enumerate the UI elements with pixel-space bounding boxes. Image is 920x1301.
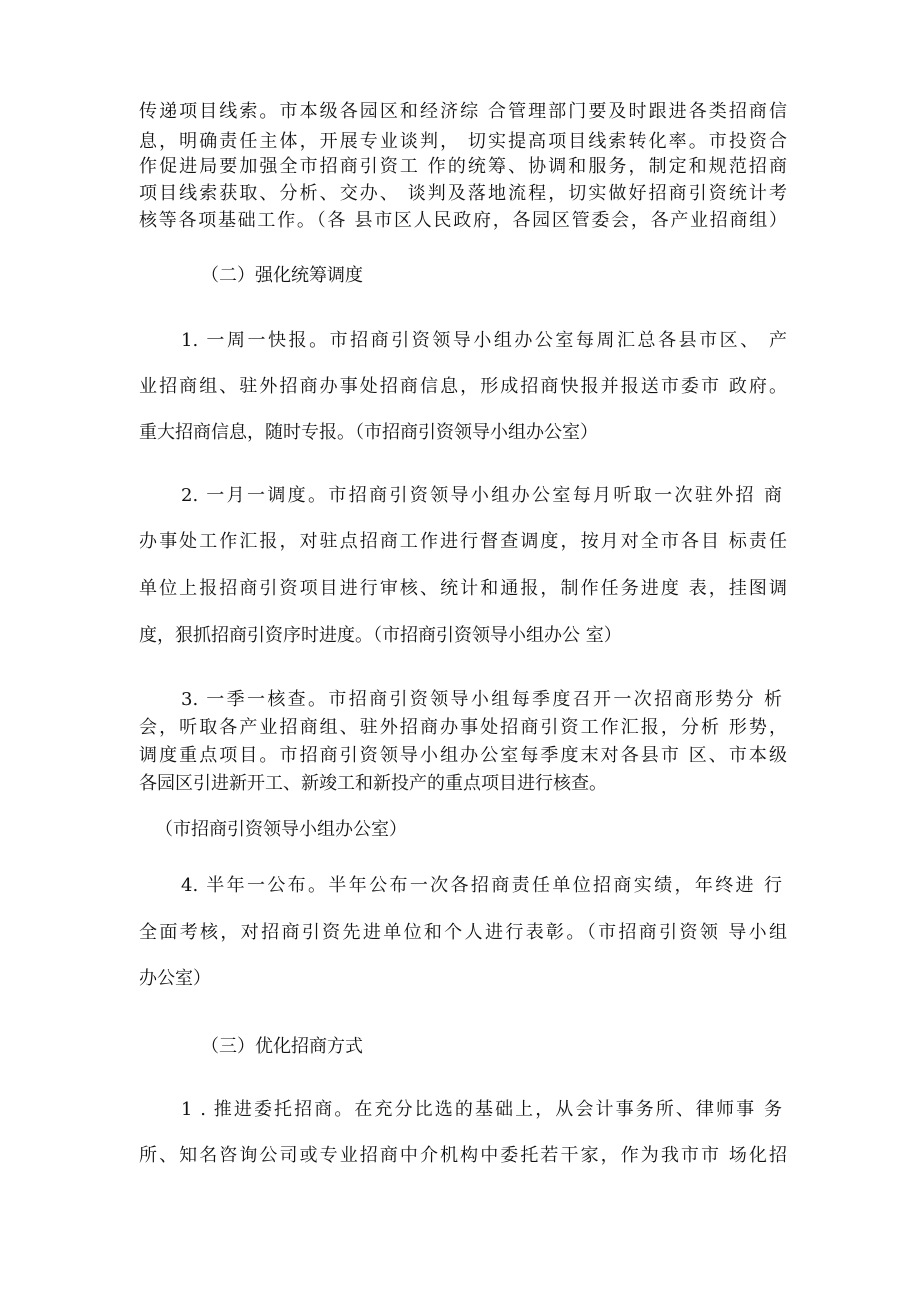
section-heading-2: （二）强化统筹调度 xyxy=(201,265,363,286)
text-line: 所、知名咨询公司或专业招商中介机构中委托若干家，作为我市市 场化招 xyxy=(139,1145,787,1166)
text-line: 全面考核，对招商引资先进单位和个人进行表彰。（市招商引资领 导小组 xyxy=(139,922,787,943)
text-line: 4. 半年一公布。半年公布一次各招商责任单位招商实绩，年终进 行 xyxy=(181,875,782,896)
text-line: 办事处工作汇报，对驻点招商工作进行督查调度，按月对全市各目 标责任 xyxy=(139,531,787,552)
text-line: 3. 一季一核查。市招商引资领导小组每季度召开一次招商形势分 析 xyxy=(181,689,782,710)
text-line: 各园区引进新开工、新竣工和新投产的重点项目进行核查。 xyxy=(139,773,607,794)
section-heading-3: （三）优化招商方式 xyxy=(201,1036,363,1057)
text-line: 单位上报招商引资项目进行审核、统计和通报，制作任务进度 表，挂图调 xyxy=(139,578,787,599)
text-line: 会，听取各产业招商组、驻外招商办事处招商引资工作汇报，分析 形势， xyxy=(139,717,787,738)
text-line: 调度重点项目。市招商引资领导小组办公室每季度末对各县市 区、市本级 xyxy=(139,745,787,766)
text-line: 项目线索获取、分析、交办、 谈判及落地流程，切实做好招商引资统计考 xyxy=(139,183,787,204)
text-line: 传递项目线索。市本级各园区和经济综 合管理部门要及时跟进各类招商信 xyxy=(139,101,787,122)
text-line: 办公室） xyxy=(139,968,211,989)
text-line: 核等各项基础工作。（各 县市区人民政府，各园区管委会，各产业招商组） xyxy=(139,210,787,231)
text-line: 2. 一月一调度。市招商引资领导小组办公室每月听取一次驻外招 商 xyxy=(181,485,782,506)
text-line: 1. 一周一快报。市招商引资领导小组办公室每周汇总各县市区、 产 xyxy=(181,330,787,351)
text-line: 息，明确责任主体，开展专业谈判， 切实提高项目线索转化率。市投资合 xyxy=(139,131,787,152)
text-line: 业招商组、驻外招商办事处招商信息，形成招商快报并报送市委市 政府。 xyxy=(139,376,787,397)
text-line: 度，狠抓招商引资序时进度。（市招商引资领导小组办公 室） xyxy=(139,625,622,646)
text-line: 重大招商信息，随时专报。（市招商引资领导小组办公室） xyxy=(139,422,598,443)
text-line: 作促进局要加强全市招商引资工 作的统筹、协调和服务，制定和规范招商 xyxy=(139,156,787,177)
text-line: 1 . 推进委托招商。在充分比选的基础上，从会计事务所、律师事 务 xyxy=(181,1099,782,1120)
text-line: （市招商引资领导小组办公室） xyxy=(155,819,407,840)
